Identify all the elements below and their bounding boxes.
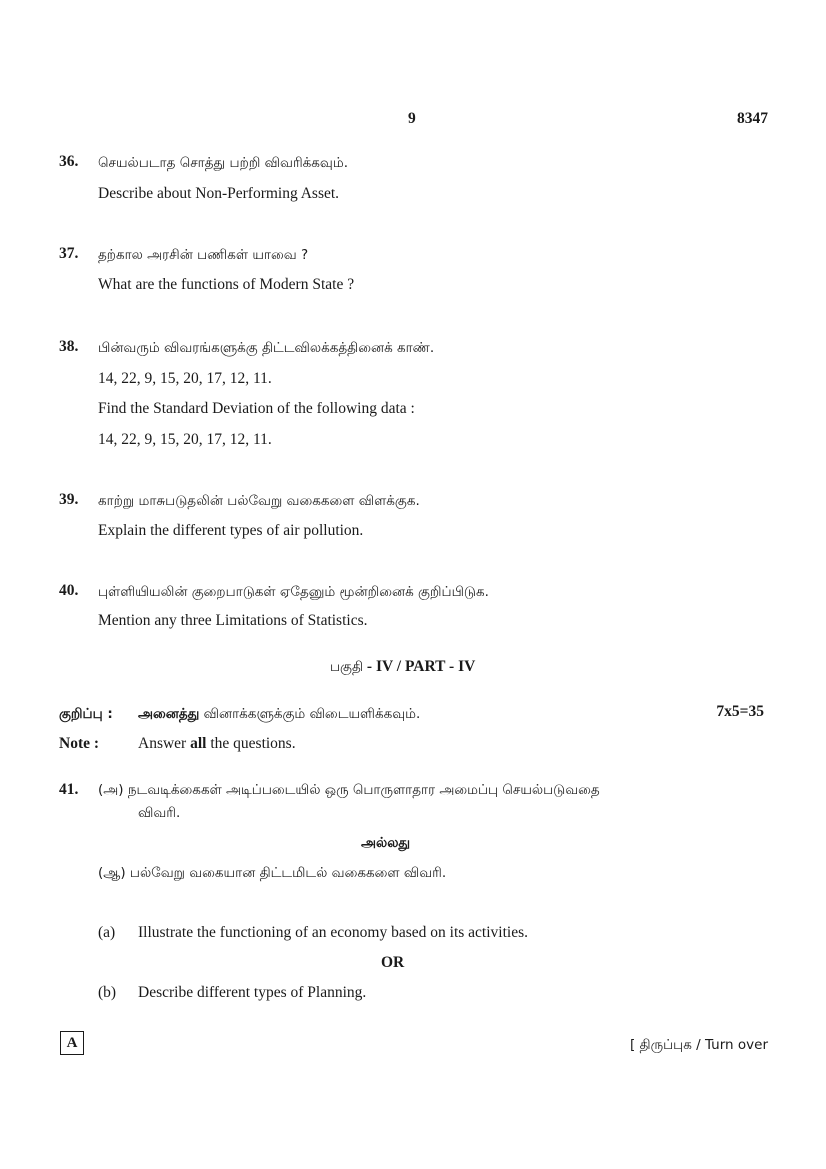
- question-english: What are the functions of Modern State ?: [98, 276, 355, 293]
- question-tamil: பின்வரும் விவரங்களுக்கு திட்டவிலக்கத்தினைக் காண்.: [98, 340, 435, 356]
- question-number: 39.: [59, 491, 79, 508]
- question-number: 36.: [59, 153, 79, 170]
- note-text-pre: Answer: [138, 735, 191, 752]
- question-number: 38.: [59, 338, 79, 355]
- instruction-label-tamil: குறிப்பு :: [59, 706, 113, 722]
- question-english: Describe about Non-Performing Asset.: [98, 185, 340, 202]
- turn-over: [630, 1036, 768, 1055]
- marks: 7x5=35: [716, 703, 764, 720]
- series-box: A: [60, 1031, 84, 1055]
- question-tamil-a-line1: (அ) நடவடிக்கைகள் அடிப்படையில் ஒரு பொருளாதார அமைப்பு செயல்படுவதை: [98, 782, 600, 798]
- question-tamil-a-line2: விவரி.: [138, 805, 181, 821]
- part-heading: [330, 658, 475, 677]
- question-english: Explain the different types of air pollution.: [98, 522, 364, 539]
- instruction-tamil-bold: அனைத்து: [138, 706, 200, 722]
- page-number: 9: [408, 110, 416, 127]
- option-label-b: (b): [98, 984, 117, 1001]
- or-english: OR: [381, 954, 405, 971]
- instruction-tamil: [138, 706, 420, 724]
- question-number: 37.: [59, 245, 79, 262]
- question-data: 14, 22, 9, 15, 20, 17, 12, 11.: [98, 431, 272, 448]
- question-data: 14, 22, 9, 15, 20, 17, 12, 11.: [98, 370, 272, 387]
- question-tamil: காற்று மாசுபடுதலின் பல்வேறு வகைகளை விளக்குக.: [98, 493, 420, 509]
- question-english-a: Illustrate the functioning of an economy based on its activities.: [138, 924, 528, 941]
- question-tamil-b: (ஆ) பல்வேறு வகையான திட்டமிடல் வகைகளை விவரி.: [98, 865, 447, 881]
- turn-over-text: [ திருப்புக / Turn over: [629, 1037, 768, 1053]
- part-heading-english: - IV / PART - IV: [363, 658, 476, 675]
- question-number: 41.: [59, 781, 79, 798]
- question-tamil: தற்கால அரசின் பணிகள் யாவை ?: [98, 247, 309, 263]
- instruction-tamil-text: வினாக்களுக்கும் விடையளிக்கவும்.: [203, 706, 421, 722]
- question-tamil: புள்ளியியலின் குறைபாடுகள் ஏதேனும் மூன்றினைக் குறிப்பிடுக.: [98, 584, 489, 600]
- question-english-b: Describe different types of Planning.: [138, 984, 367, 1001]
- question-english: Mention any three Limitations of Statistics.: [98, 612, 368, 629]
- question-tamil: செயல்படாத சொத்து பற்றி விவரிக்கவும்.: [98, 155, 349, 171]
- option-label-a: (a): [98, 924, 116, 941]
- or-tamil: அல்லது: [361, 835, 411, 851]
- note-label: Note :: [59, 735, 100, 752]
- question-number: 40.: [59, 582, 79, 599]
- part-heading-tamil: பகுதி: [330, 659, 364, 675]
- paper-code: 8347: [737, 110, 768, 127]
- note-text-bold: all: [190, 735, 207, 752]
- note-text-post: the questions.: [206, 735, 296, 752]
- note-text: [138, 735, 296, 753]
- question-english: Find the Standard Deviation of the following data :: [98, 400, 415, 417]
